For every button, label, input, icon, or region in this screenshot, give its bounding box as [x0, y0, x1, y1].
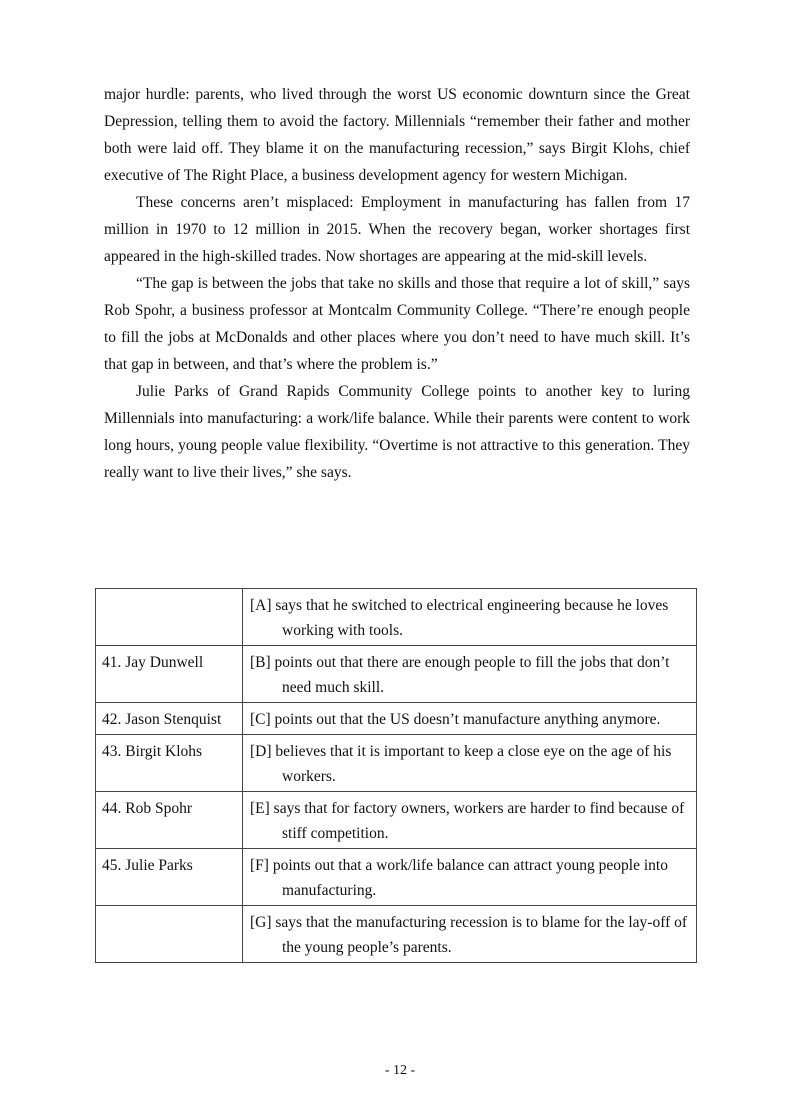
person-name: 45. Julie Parks — [96, 849, 243, 906]
option-cell — [243, 792, 697, 849]
table-row — [96, 849, 697, 906]
person-name — [96, 589, 243, 646]
table-row — [96, 703, 697, 735]
table-row — [96, 589, 697, 646]
option-text: [C] points out that the US doesn’t manufacture anything anymore. — [250, 711, 661, 728]
table-row — [96, 735, 697, 792]
table-row — [96, 792, 697, 849]
matching-table — [95, 588, 697, 963]
person-name — [96, 906, 243, 963]
option-text: [E] says that for factory owners, workers are harder to find because of stiff competition. — [250, 800, 685, 842]
option-cell — [243, 735, 697, 792]
option-cell — [243, 849, 697, 906]
table-row — [96, 906, 697, 963]
option-text: [A] says that he switched to electrical engineering because he loves working with tools. — [250, 597, 669, 639]
option-text: [F] points out that a work/life balance can attract young people into manufacturing. — [250, 857, 668, 899]
paragraph: These concerns aren’t misplaced: Employment in manufacturing has fallen from 17 million in 1970 to 12 million in 2015. When the recovery began, worker shortages first appeared in the high-skilled trades. Now shortages are appearing at the mid-skill levels. — [104, 194, 690, 265]
person-name: 42. Jason Stenquist — [96, 703, 243, 735]
option-cell — [243, 906, 697, 963]
person-name: 41. Jay Dunwell — [96, 646, 243, 703]
option-cell — [243, 703, 697, 735]
option-text: [G] says that the manufacturing recession is to blame for the lay-off of the young people’s parents. — [250, 914, 688, 956]
paragraph: major hurdle: parents, who lived through the worst US economic downturn since the Great Depression, telling them to avoid the factory. Millennials “remember their father and mother both were laid off. They blame it on the manufacturing recession,” says Birgit Klohs, chief executive of The Right Place, a business development agency for western Michigan. — [104, 86, 690, 184]
person-name: 43. Birgit Klohs — [96, 735, 243, 792]
article-body — [104, 81, 690, 486]
table-row — [96, 646, 697, 703]
option-cell — [243, 589, 697, 646]
option-text: [B] points out that there are enough people to fill the jobs that don’t need much skill. — [250, 654, 670, 696]
paragraph: “The gap is between the jobs that take no skills and those that require a lot of skill,” says Rob Spohr, a business professor at Montcalm Community College. “There’re enough people to fill the jobs at McDonalds and other places where you don’t need to have much skill. It’s that gap in between, and that’s where the problem is.” — [104, 275, 690, 373]
option-text: [D] believes that it is important to keep a close eye on the age of his workers. — [250, 743, 672, 785]
option-cell — [243, 646, 697, 703]
page-number: - 12 - — [384, 1063, 416, 1078]
paragraph: Julie Parks of Grand Rapids Community College points to another key to luring Millennials into manufacturing: a work/life balance. While their parents were content to work long hours, young people value flexibility. “Overtime is not attractive to this generation. They really want to live their lives,” she says. — [104, 383, 690, 481]
person-name: 44. Rob Spohr — [96, 792, 243, 849]
